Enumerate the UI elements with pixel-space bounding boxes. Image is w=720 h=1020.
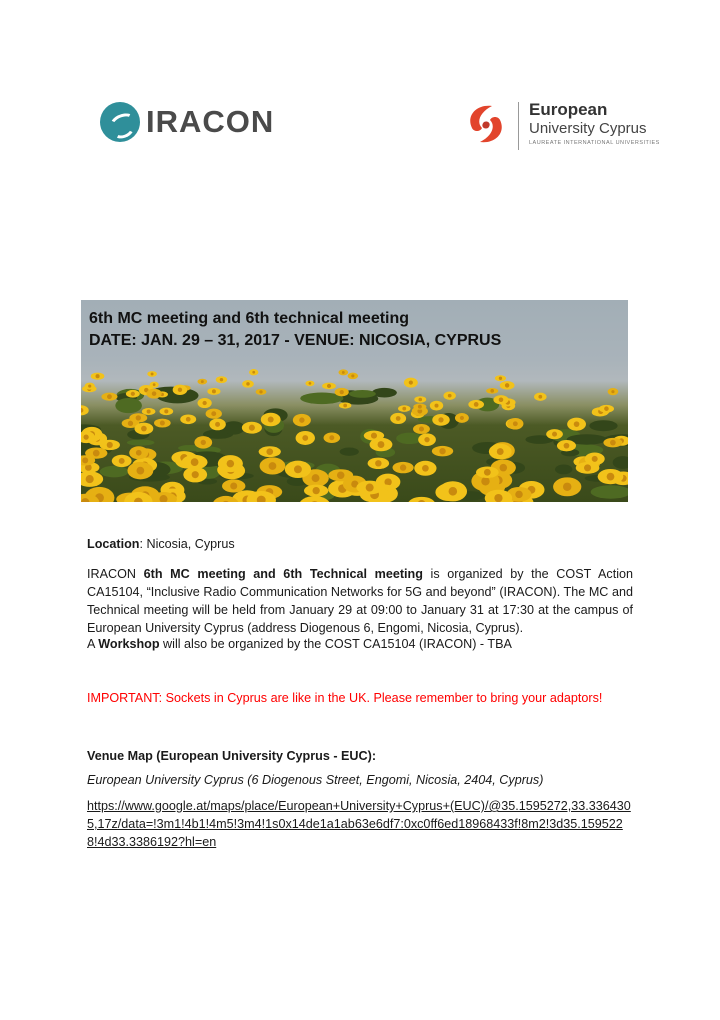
intro-paragraph	[87, 565, 633, 637]
location-label: Location	[87, 537, 140, 551]
intro-meeting-name: 6th MC meeting and 6th Technical meeting	[143, 567, 423, 581]
workshop-text-rest: will also be organized by the COST CA15104 (IRACON) - TBA	[159, 637, 512, 651]
workshop-label: Workshop	[98, 637, 160, 651]
banner-title	[89, 308, 501, 352]
intro-text-start: IRACON	[87, 567, 144, 581]
event-banner	[81, 300, 628, 502]
iracon-logo	[100, 102, 274, 142]
euc-tagline: LAUREATE INTERNATIONAL UNIVERSITIES	[529, 140, 660, 146]
location-line	[87, 535, 633, 553]
euc-logo-text	[529, 100, 660, 146]
workshop-paragraph	[87, 635, 633, 653]
location-value: : Nicosia, Cyprus	[139, 537, 235, 551]
euc-divider	[518, 102, 519, 150]
workshop-text-start: A	[87, 637, 99, 651]
banner-title-line1: 6th MC meeting and 6th technical meeting	[89, 310, 410, 327]
important-notice: IMPORTANT: Sockets in Cyprus are like in the UK. Please remember to bring your adaptors!	[87, 691, 603, 705]
euc-name-line2: University Cyprus	[529, 120, 647, 137]
banner-title-line2: DATE: JAN. 29 – 31, 2017 - VENUE: NICOSIA, CYPRUS	[89, 332, 502, 349]
iracon-logo-text: IRACON	[146, 104, 275, 139]
venue-map-heading: Venue Map (European University Cyprus - EUC):	[87, 749, 377, 763]
iracon-emblem-icon	[100, 102, 140, 142]
euc-logo	[462, 100, 660, 150]
intro-text-rest: is organized by the COST Action CA15104, “Inclusive Radio Communication Networks for 5G and beyond” (IRACON). The MC and Technical meeting will be held from January 29 at 09:00 to January 31 at 17:30 at the campus of European University Cyprus (address Diogenous 6, Engomi, Nicosia, Cyprus).	[87, 567, 634, 635]
euc-name-line1: European	[529, 100, 608, 119]
google-maps-link[interactable]: https://www.google.at/maps/place/European+University+Cyprus+(EUC)/@35.1595272,33.3364305,17z/data=!3m1!4b1!4m5!3m4!1s0x14de1a1ab63e6df7:0xc0ff6ed18968433f!8m2!3d35.1595228!4d33.3386192?hl=en	[87, 799, 631, 849]
euc-emblem-icon	[462, 100, 510, 148]
venue-address: European University Cyprus (6 Diogenous Street, Engomi, Nicosia, 2404, Cyprus)	[87, 773, 544, 787]
